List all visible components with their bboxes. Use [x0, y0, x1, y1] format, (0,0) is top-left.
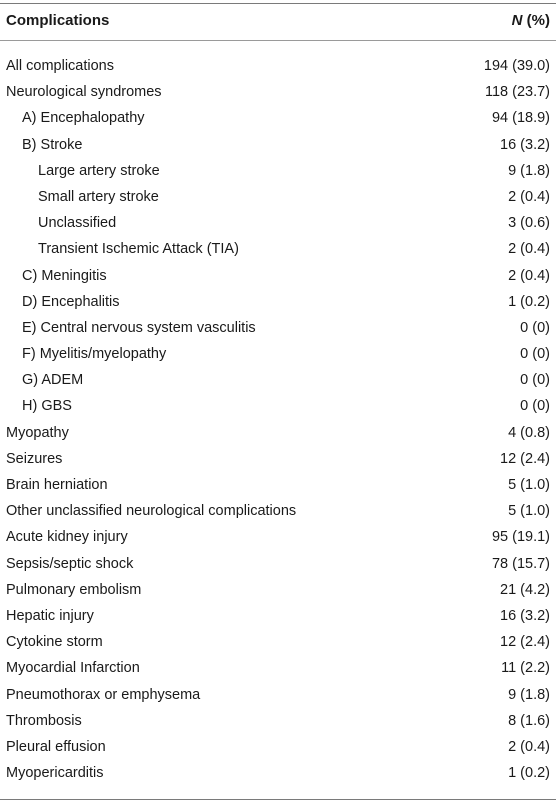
table-row	[0, 342, 556, 368]
header-n: N	[511, 12, 523, 29]
table-row	[0, 159, 556, 185]
row-value: 16 (3.2)	[500, 607, 550, 624]
row-label: Pneumothorax or emphysema	[6, 686, 201, 703]
row-value: 11 (2.2)	[501, 660, 550, 677]
table-row	[0, 80, 556, 106]
row-label: All complications	[6, 58, 114, 74]
row-value: 4 (0.8)	[508, 424, 550, 441]
row-label: Acute kidney injury	[6, 529, 128, 546]
row-label: Thrombosis	[6, 712, 82, 729]
row-label: Myopericarditis	[6, 765, 104, 782]
row-value: 0 (0)	[520, 398, 550, 415]
row-value: 12 (2.4)	[500, 634, 550, 651]
table-row	[0, 604, 556, 630]
table-row	[0, 211, 556, 237]
table-row	[0, 552, 556, 578]
row-label: Other unclassified neurological complications	[6, 503, 297, 520]
row-value: 5 (1.0)	[508, 503, 550, 520]
row-value: 2 (0.4)	[508, 188, 550, 205]
row-label: B) Stroke	[22, 136, 83, 153]
row-value: 118 (23.7)	[484, 84, 550, 101]
row-label: Brain herniation	[6, 477, 108, 493]
table-bottom-rule	[0, 799, 556, 800]
table-row	[0, 368, 556, 394]
row-value: 12 (2.4)	[500, 450, 550, 467]
header-percent: (%)	[522, 12, 550, 29]
table-row	[0, 683, 556, 709]
table-row	[0, 54, 556, 80]
row-label: Small artery stroke	[38, 188, 159, 205]
row-label: F) Myelitis/myelopathy	[22, 346, 167, 363]
row-value: 194 (39.0)	[483, 58, 550, 74]
row-label: Pleural effusion	[6, 738, 106, 755]
table-row	[0, 578, 556, 604]
table-row	[0, 290, 556, 316]
table-row	[0, 499, 556, 525]
row-label: Sepsis/septic shock	[6, 555, 134, 572]
row-label: H) GBS	[22, 398, 72, 415]
table-row	[0, 133, 556, 159]
row-value: 16 (3.2)	[500, 136, 550, 153]
row-label: E) Central nervous system vasculitis	[22, 319, 256, 336]
row-value: 8 (1.6)	[508, 712, 550, 729]
row-label: Transient Ischemic Attack (TIA)	[38, 241, 239, 258]
row-label: Myopathy	[6, 424, 69, 441]
table-row	[0, 735, 556, 761]
row-label: C) Meningitis	[22, 267, 107, 284]
row-value: 1 (0.2)	[508, 293, 550, 310]
row-label: Seizures	[6, 450, 63, 467]
table-row	[0, 473, 556, 499]
table-row	[0, 264, 556, 290]
row-label: Neurological syndromes	[6, 84, 162, 101]
table-row	[0, 106, 556, 132]
table-row	[0, 316, 556, 342]
row-value: 95 (19.1)	[491, 529, 550, 546]
table-row	[0, 656, 556, 682]
row-value: 2 (0.4)	[508, 241, 550, 258]
row-value: 0 (0)	[520, 372, 550, 389]
row-value: 21 (4.2)	[500, 581, 550, 598]
row-value: 5 (1.0)	[508, 477, 550, 493]
row-value: 9 (1.8)	[508, 162, 550, 179]
header-n-percent	[512, 12, 550, 29]
row-value: 78 (15.7)	[491, 555, 550, 572]
row-value: 3 (0.6)	[508, 215, 550, 232]
table-row	[0, 237, 556, 263]
row-value: 9 (1.8)	[508, 686, 550, 703]
table-row	[0, 761, 556, 787]
row-value: 1 (0.2)	[508, 765, 550, 782]
row-label: Myocardial Infarction	[6, 660, 140, 677]
row-label: Cytokine storm	[6, 634, 103, 651]
row-value: 2 (0.4)	[508, 267, 550, 284]
table-row	[0, 709, 556, 735]
table-body	[0, 54, 556, 787]
row-label: G) ADEM	[22, 372, 84, 389]
header-complications: Complications	[6, 12, 110, 29]
table-header-rule	[0, 40, 556, 41]
table-row	[0, 525, 556, 551]
row-label: Large artery stroke	[38, 162, 160, 179]
row-value: 94 (18.9)	[491, 110, 550, 127]
row-value: 0 (0)	[520, 319, 550, 336]
row-label: Hepatic injury	[6, 607, 94, 624]
row-value: 2 (0.4)	[508, 738, 550, 755]
table-row	[0, 447, 556, 473]
row-value: 0 (0)	[520, 346, 550, 363]
table-row	[0, 394, 556, 420]
table-header	[0, 4, 556, 40]
row-label: Unclassified	[38, 215, 117, 232]
table-row	[0, 421, 556, 447]
row-label: A) Encephalopathy	[22, 110, 145, 127]
table-row	[0, 630, 556, 656]
table-row	[0, 185, 556, 211]
row-label: Pulmonary embolism	[6, 581, 142, 598]
row-label: D) Encephalitis	[22, 293, 120, 310]
